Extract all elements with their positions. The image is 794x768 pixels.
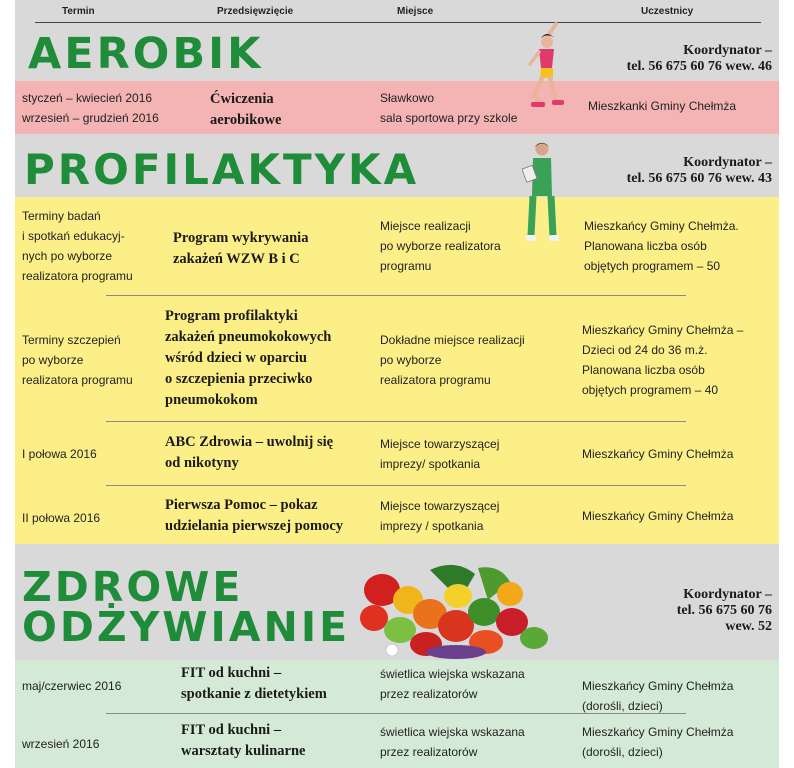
zdrowe-row1-termin: maj/czerwiec 2016 (22, 679, 122, 693)
profilaktyka-row1-place: Miejsce realizacji po wyborze realizatora programu (380, 219, 501, 273)
profilaktyka-row2-participants: Mieszkańcy Gminy Chełmża – Dzieci od 24 do 36 m.ż. Planowana liczba osób objętych programem – 40 (582, 323, 744, 397)
profilaktyka-row1-participants: Mieszkańcy Gminy Chełmża. Planowana liczba osób objętych programem – 50 (584, 219, 739, 273)
profilaktyka-coordinator (627, 155, 772, 187)
profilaktyka-row3-participants: Mieszkańcy Gminy Chełmża (582, 447, 734, 461)
header-termin: Termin (62, 6, 95, 17)
profilaktyka-row3-event: ABC Zdrowia – uwolnij się od nikotyny (165, 434, 334, 471)
profilaktyka-row2-event: Program profilaktyki zakażeń pneumokokowych wśród dzieci w oparciu o szczepienia przeciwko pneumokokom (165, 308, 332, 408)
row-divider (106, 713, 686, 714)
header-przedsiewziecie: Przedsięwzięcie (217, 6, 294, 17)
profilaktyka-row4-event: Pierwsza Pomoc – pokaz udzielania pierwszej pomocy (165, 497, 344, 534)
profilaktyka-row3-termin: I połowa 2016 (22, 447, 97, 461)
profilaktyka-row4-place: Miejsce towarzyszącej imprezy / spotkania (380, 499, 500, 533)
profilaktyka-row4-termin: II połowa 2016 (22, 511, 101, 525)
row-divider (106, 421, 686, 422)
coordinator-phone: tel. 56 675 60 76 wew. 46 (626, 59, 772, 74)
aerobic-woman-icon (522, 18, 568, 118)
coordinator-phone: tel. 56 675 60 76 (676, 603, 772, 618)
profilaktyka-row3-place: Miejsce towarzyszącej imprezy/ spotkania (380, 437, 500, 471)
aerobik-event: Ćwiczenia aerobikowe (210, 91, 282, 128)
profilaktyka-row2-place: Dokładne miejsce realizacji po wyborze realizatora programu (380, 333, 525, 387)
profilaktyka-row1-termin: Terminy badań i spotkań edukacyj- nych po wyborze realizatora programu (22, 209, 133, 283)
coordinator-label: Koordynator – (683, 43, 772, 58)
coordinator-label: Koordynator – (683, 587, 772, 602)
aerobik-participants: Mieszkanki Gminy Chełmża (588, 99, 737, 113)
profilaktyka-row4-participants: Mieszkańcy Gminy Chełmża (582, 509, 734, 523)
zdrowe-row2-termin: wrzesień 2016 (22, 737, 100, 751)
aerobik-termin: styczeń – kwiecień 2016 wrzesień – grudzień 2016 (22, 91, 159, 125)
nurse-icon (522, 140, 562, 248)
title-line-1: ZDROWE (22, 563, 244, 611)
zdrowe-row1-place: świetlica wiejska wskazana przez realizatorów (380, 667, 525, 701)
row-divider (106, 485, 686, 486)
header-miejsce: Miejsce (397, 6, 434, 17)
header-uczestnicy: Uczestnicy (641, 6, 694, 17)
section-title-aerobik: AEROBIK (28, 29, 264, 79)
profilaktyka-row1-event: Program wykrywania zakażeń WZW B i C (173, 230, 309, 267)
section-title-profilaktyka: PROFILAKTYKA (24, 145, 420, 194)
vegetables-icon (360, 560, 550, 662)
aerobik-place: Sławkowo sala sportowa przy szkole (380, 91, 518, 125)
coordinator-phone: tel. 56 675 60 76 wew. 43 (626, 171, 772, 186)
title-line-2: ODŻYWIANIE (22, 603, 351, 651)
profilaktyka-row2-termin: Terminy szczepień po wyborze realizatora programu (22, 333, 133, 387)
coordinator-label: Koordynator – (683, 155, 772, 170)
zdrowe-row2-place: świetlica wiejska wskazana przez realizatorów (380, 725, 525, 759)
row-divider (106, 295, 686, 296)
zdrowe-row2-event: FIT od kuchni – warsztaty kulinarne (181, 722, 306, 759)
zdrowe-row1-participants: Mieszkańcy Gminy Chełmża (dorośli, dzieci) (582, 679, 734, 713)
section-title-zdrowe-odzywianie (22, 563, 351, 651)
aerobik-coordinator (627, 43, 772, 75)
coordinator-ext: wew. 52 (725, 619, 772, 634)
zdrowe-row2-participants: Mieszkańcy Gminy Chełmża (dorośli, dzieci) (582, 725, 734, 759)
zdrowe-row1-event: FIT od kuchni – spotkanie z dietetykiem (181, 665, 327, 702)
zdrowe-coordinator (677, 587, 772, 635)
header-divider (35, 22, 761, 23)
